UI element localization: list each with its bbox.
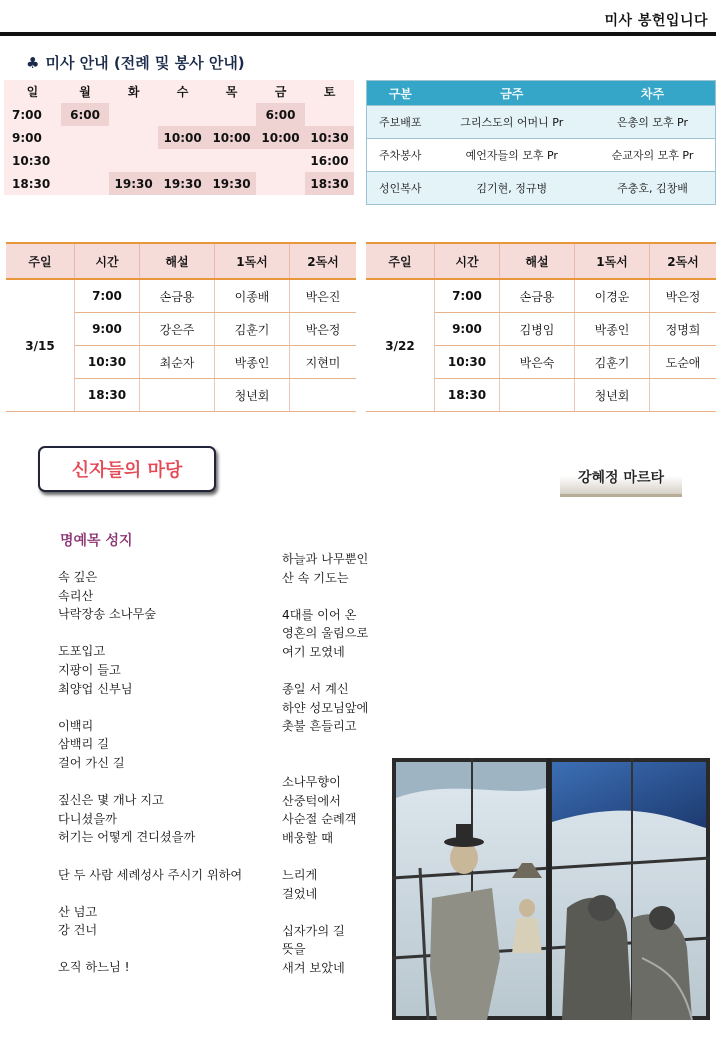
poem-line: 단 두 사람 세례성사 주시기 위하여 <box>58 867 243 882</box>
schedule-cell: 18:30 <box>305 172 354 195</box>
poem-line: 강 건너 <box>58 923 98 938</box>
poem-line: 하얀 성모님앞에 <box>282 700 369 715</box>
schedule-cell <box>61 172 109 195</box>
poem-line <box>282 736 452 755</box>
readings-header: 주일 <box>366 243 435 279</box>
poem-line: 느리게 <box>282 868 318 883</box>
poem-line: 산 넘고 <box>58 904 98 919</box>
poem-line: 촛불 흔들리고 <box>282 719 357 734</box>
poem-title: 명예목 성지 <box>60 533 133 549</box>
readings-header: 1독서 <box>575 243 650 279</box>
poem-line: 걸었네 <box>282 886 318 901</box>
readings-header: 2독서 <box>290 243 357 279</box>
poem-line: 이백리 <box>58 718 94 733</box>
readings-cell <box>140 379 215 412</box>
poem-line: 십자가의 길 <box>282 923 345 938</box>
mass-schedule-table <box>4 80 354 195</box>
readings-cell: 18:30 <box>435 379 500 412</box>
service-cell: 순교자의 모후 Pr <box>590 139 716 172</box>
readings-cell: 9:00 <box>75 313 140 346</box>
poem-line: 짚신은 몇 개나 지고 <box>58 793 164 808</box>
club-icon: ♣ <box>26 54 40 72</box>
schedule-cell <box>256 172 305 195</box>
poem-line: 뜻을 <box>282 942 306 957</box>
readings-header-row <box>366 243 716 279</box>
poem-line: 새겨 보았네 <box>282 961 345 976</box>
day-thu: 목 <box>225 85 238 99</box>
schedule-cell: 10:30 <box>12 153 51 168</box>
readings-cell: 박은진 <box>290 279 357 313</box>
poem-line: 여기 모였네 <box>282 644 345 659</box>
schedule-cell: 6:00 <box>61 103 109 126</box>
poem-line: 배웅할 때 <box>282 830 333 845</box>
readings-header-row <box>6 243 356 279</box>
service-cell: 은총의 모후 Pr <box>590 106 716 139</box>
readings-cell: 박종인 <box>215 346 290 379</box>
schedule-cell <box>158 103 207 126</box>
readings-cell: 이종배 <box>215 279 290 313</box>
readings-row <box>366 279 716 313</box>
poem-line <box>282 662 452 681</box>
readings-cell: 정명희 <box>650 313 717 346</box>
poem-line: 최양업 신부님 <box>58 681 133 696</box>
page-header-title: 미사 봉헌입니다 <box>604 13 708 29</box>
schedule-cell: 6:00 <box>256 103 305 126</box>
poem-line: 소나무향이 <box>282 775 341 790</box>
schedule-cell <box>207 149 256 172</box>
poem-line: 하늘과 나무뿐인 <box>282 552 369 566</box>
readings-cell: 10:30 <box>75 346 140 379</box>
service-cell: 예언자들의 모후 Pr <box>434 139 590 172</box>
readings-cell: 강은주 <box>140 313 215 346</box>
schedule-cell <box>61 149 109 172</box>
readings-cell <box>500 379 575 412</box>
readings-cell: 손금용 <box>500 279 575 313</box>
schedule-cell: 19:30 <box>109 172 158 195</box>
schedule-cell: 19:30 <box>158 172 207 195</box>
readings-date: 3/22 <box>366 279 435 412</box>
readings-cell <box>650 379 717 412</box>
schedule-cell: 7:00 <box>12 107 42 122</box>
schedule-day-row <box>4 80 354 103</box>
schedule-cell <box>109 103 158 126</box>
readings-cell: 김병임 <box>500 313 575 346</box>
readings-cell <box>290 379 357 412</box>
readings-header: 시간 <box>435 243 500 279</box>
poem-line: 종일 서 계신 <box>282 682 349 697</box>
schedule-cell <box>61 126 109 149</box>
readings-cell: 7:00 <box>435 279 500 313</box>
poem-line: 속리산 <box>58 588 94 603</box>
poem-line: 지팡이 들고 <box>58 662 121 677</box>
poem-line: 낙락장송 소나무숲 <box>58 607 157 622</box>
schedule-cell <box>207 103 256 126</box>
service-header-row <box>367 81 716 106</box>
readings-header: 주일 <box>6 243 75 279</box>
readings-cell: 최순자 <box>140 346 215 379</box>
readings-cell: 청년회 <box>215 379 290 412</box>
day-fri: 금 <box>274 85 287 99</box>
service-cell: 김기현, 정규병 <box>434 172 590 205</box>
readings-cell: 9:00 <box>435 313 500 346</box>
poem-line: 걸어 가신 길 <box>58 755 125 770</box>
readings-cell: 박은정 <box>290 313 357 346</box>
schedule-row <box>4 103 354 126</box>
schedule-cell: 16:00 <box>310 153 349 168</box>
readings-cell: 김훈기 <box>215 313 290 346</box>
poem-line: 사순절 순례객 <box>282 812 357 827</box>
service-row <box>367 172 716 205</box>
service-row <box>367 106 716 139</box>
readings-cell: 박종인 <box>575 313 650 346</box>
readings-header: 해설 <box>500 243 575 279</box>
readings-cell: 김훈기 <box>575 346 650 379</box>
day-wed: 수 <box>176 85 189 99</box>
readings-cell: 지현미 <box>290 346 357 379</box>
poem-line: 삼백리 길 <box>58 737 109 752</box>
service-header: 금주 <box>434 81 590 106</box>
readings-table-left <box>6 242 356 412</box>
header-divider <box>0 32 716 36</box>
schedule-cell: 19:30 <box>207 172 256 195</box>
service-table <box>366 80 716 205</box>
service-cell: 주차봉사 <box>367 139 434 172</box>
schedule-row <box>4 149 354 172</box>
day-sun: 일 <box>26 85 39 99</box>
poem-line <box>58 624 278 643</box>
schedule-cell: 9:00 <box>12 130 42 145</box>
schedule-cell <box>109 149 158 172</box>
poem-line: 도포입고 <box>58 644 106 659</box>
poem-line: 다니셨을까 <box>58 811 117 826</box>
schedule-cell <box>109 126 158 149</box>
schedule-cell: 10:30 <box>305 126 354 149</box>
readings-table-right <box>366 242 716 412</box>
readings-cell: 박은숙 <box>500 346 575 379</box>
readings-header: 2독서 <box>650 243 717 279</box>
service-header: 차주 <box>590 81 716 106</box>
readings-cell: 이경운 <box>575 279 650 313</box>
poem-line <box>58 698 278 717</box>
poem-line: 속 깊은 <box>58 570 98 584</box>
day-sat: 토 <box>323 85 336 99</box>
readings-header: 1독서 <box>215 243 290 279</box>
service-cell: 그리스도의 어머니 Pr <box>434 106 590 139</box>
schedule-cell: 10:00 <box>207 126 256 149</box>
poem-line <box>282 587 452 606</box>
poem-line: 산중턱에서 <box>282 793 341 808</box>
poem-line: 4대를 이어 온 <box>282 607 357 622</box>
readings-cell: 18:30 <box>75 379 140 412</box>
schedule-cell: 18:30 <box>12 176 51 191</box>
readings-header: 시간 <box>75 243 140 279</box>
poem-line: 산 속 기도는 <box>282 570 349 585</box>
poem-line <box>58 884 278 903</box>
poem-column-left <box>58 568 278 977</box>
poem-author: 강혜정 마르타 <box>560 468 682 497</box>
schedule-cell <box>158 149 207 172</box>
poem-line: 오직 하느님 ! <box>58 960 130 975</box>
poem-line <box>58 847 278 866</box>
readings-cell: 청년회 <box>575 379 650 412</box>
mass-guide-title <box>26 52 245 73</box>
poem-line: 영혼의 울림으로 <box>282 626 369 641</box>
believers-plaza-banner: 신자들의 마당 <box>38 446 216 492</box>
readings-cell: 손금용 <box>140 279 215 313</box>
schedule-cell <box>256 149 305 172</box>
readings-cell: 7:00 <box>75 279 140 313</box>
poem-line <box>58 940 278 959</box>
mass-guide-title-text: 미사 안내 (전례 및 봉사 안내) <box>45 54 245 72</box>
schedule-cell: 10:00 <box>158 126 207 149</box>
readings-cell: 박은정 <box>650 279 717 313</box>
service-header: 구분 <box>367 81 434 106</box>
readings-header: 해설 <box>140 243 215 279</box>
day-tue: 화 <box>127 85 140 99</box>
schedule-row <box>4 126 354 149</box>
schedule-cell: 10:00 <box>256 126 305 149</box>
readings-cell: 10:30 <box>435 346 500 379</box>
schedule-row <box>4 172 354 195</box>
service-cell: 주충호, 김창배 <box>590 172 716 205</box>
service-row <box>367 139 716 172</box>
stained-glass-photo <box>392 758 710 1020</box>
service-cell: 주보배포 <box>367 106 434 139</box>
readings-row <box>6 279 356 313</box>
poem-line <box>58 773 278 792</box>
readings-date: 3/15 <box>6 279 75 412</box>
day-mon: 월 <box>79 85 91 99</box>
service-cell: 성인복사 <box>367 172 434 205</box>
poem-line: 허기는 어떻게 견디셨을까 <box>58 830 196 845</box>
schedule-cell <box>305 103 354 126</box>
readings-cell: 도순애 <box>650 346 717 379</box>
